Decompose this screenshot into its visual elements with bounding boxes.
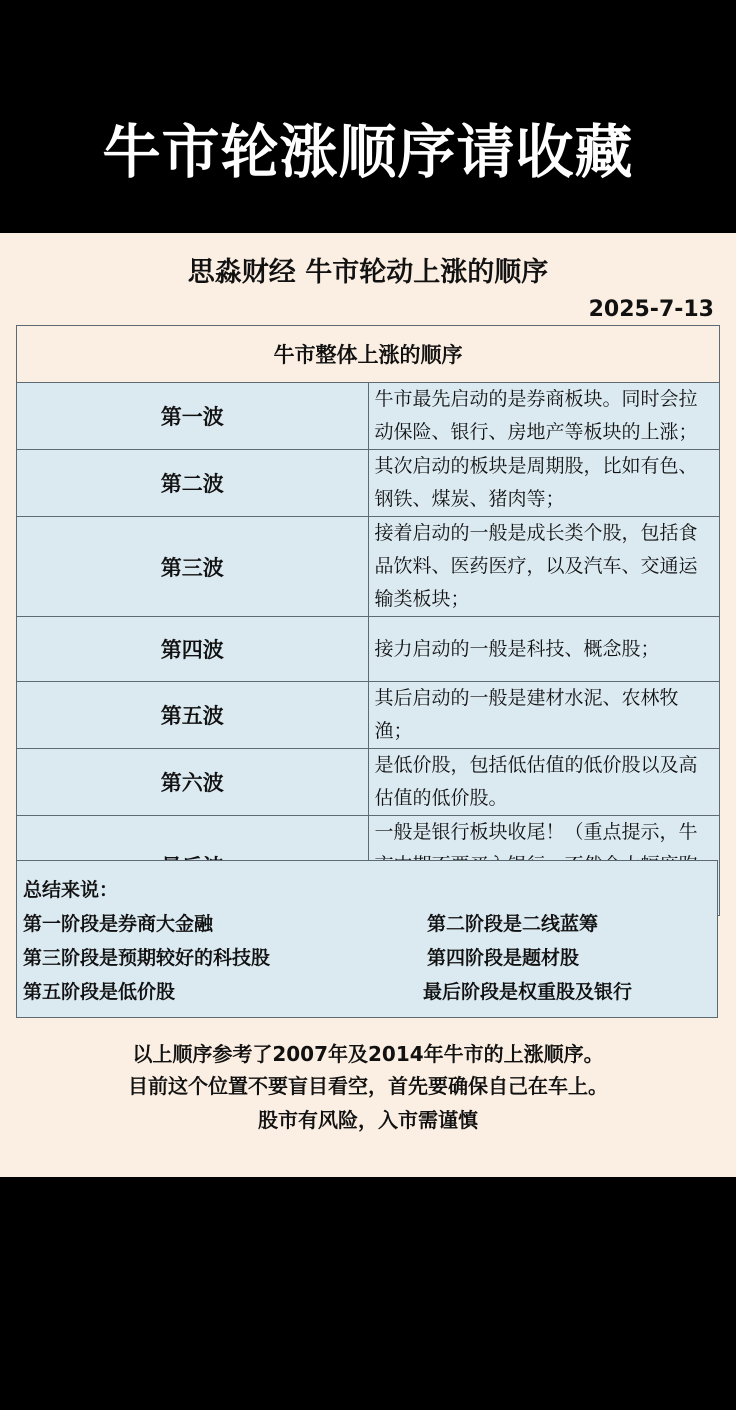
summary-stage-2: 第二阶段是二线蓝筹 — [427, 913, 599, 935]
table-row — [17, 517, 720, 617]
footer-note-2: 目前这个位置不要盲目看空，首先要确保自己在车上。 — [128, 1074, 608, 1098]
bottom-banner — [0, 1177, 736, 1410]
wave-label: 第一波 — [17, 383, 369, 450]
footer-note-1: 以上顺序参考了2007年及2014年牛市的上涨顺序。 — [132, 1042, 604, 1066]
summary-stage-4: 第四阶段是题材股 — [427, 947, 580, 969]
wave-description: 是低价股，包括低估值的低价股以及高估值的低价股。 — [368, 749, 720, 816]
wave-description: 其次启动的板块是周期股，比如有色、钢铁、煤炭、猪肉等； — [368, 450, 720, 517]
wave-label: 第五波 — [17, 682, 369, 749]
table-row — [17, 682, 720, 749]
wave-description: 其后启动的一般是建材水泥、农林牧渔； — [368, 682, 720, 749]
summary-stage-5: 第五阶段是低价股 — [23, 981, 176, 1003]
summary-stage-3: 第三阶段是预期较好的科技股 — [23, 947, 271, 969]
page-subtitle: 思淼财经 牛市轮动上涨的顺序 — [187, 257, 549, 288]
table-row — [17, 617, 720, 682]
table-row — [17, 383, 720, 450]
wave-description: 接力启动的一般是科技、概念股； — [368, 617, 720, 682]
wave-table — [16, 325, 720, 916]
summary-title: 总结来说： — [23, 879, 119, 901]
date-label: 2025-7-13 — [588, 297, 714, 322]
table-row — [17, 450, 720, 517]
wave-description: 牛市最先启动的是券商板块。同时会拉动保险、银行、房地产等板块的上涨； — [368, 383, 720, 450]
wave-description: 接着启动的一般是成长类个股，包括食品饮料、医药医疗，以及汽车、交通运输类板块； — [368, 517, 720, 617]
summary-box — [16, 860, 718, 1018]
wave-description: 一般是银行板块收尾！（重点提示，牛 — [368, 816, 720, 916]
summary-stage-final: 最后阶段是权重股及银行 — [423, 981, 633, 1003]
wave-label: 第三波 — [17, 517, 369, 617]
wave-label: 第六波 — [17, 749, 369, 816]
top-banner — [0, 0, 736, 232]
banner-title: 牛市轮涨顺序请收藏 — [102, 118, 634, 186]
wave-table-header-row — [17, 326, 720, 383]
summary-stage-1: 第一阶段是券商大金融 — [23, 913, 214, 935]
wave-table-heading: 牛市整体上涨的顺序 — [17, 326, 720, 383]
table-row — [17, 749, 720, 816]
wave-label: 第二波 — [17, 450, 369, 517]
wave-label: 第四波 — [17, 617, 369, 682]
footer-note-3: 股市有风险，入市需谨慎 — [258, 1108, 478, 1132]
